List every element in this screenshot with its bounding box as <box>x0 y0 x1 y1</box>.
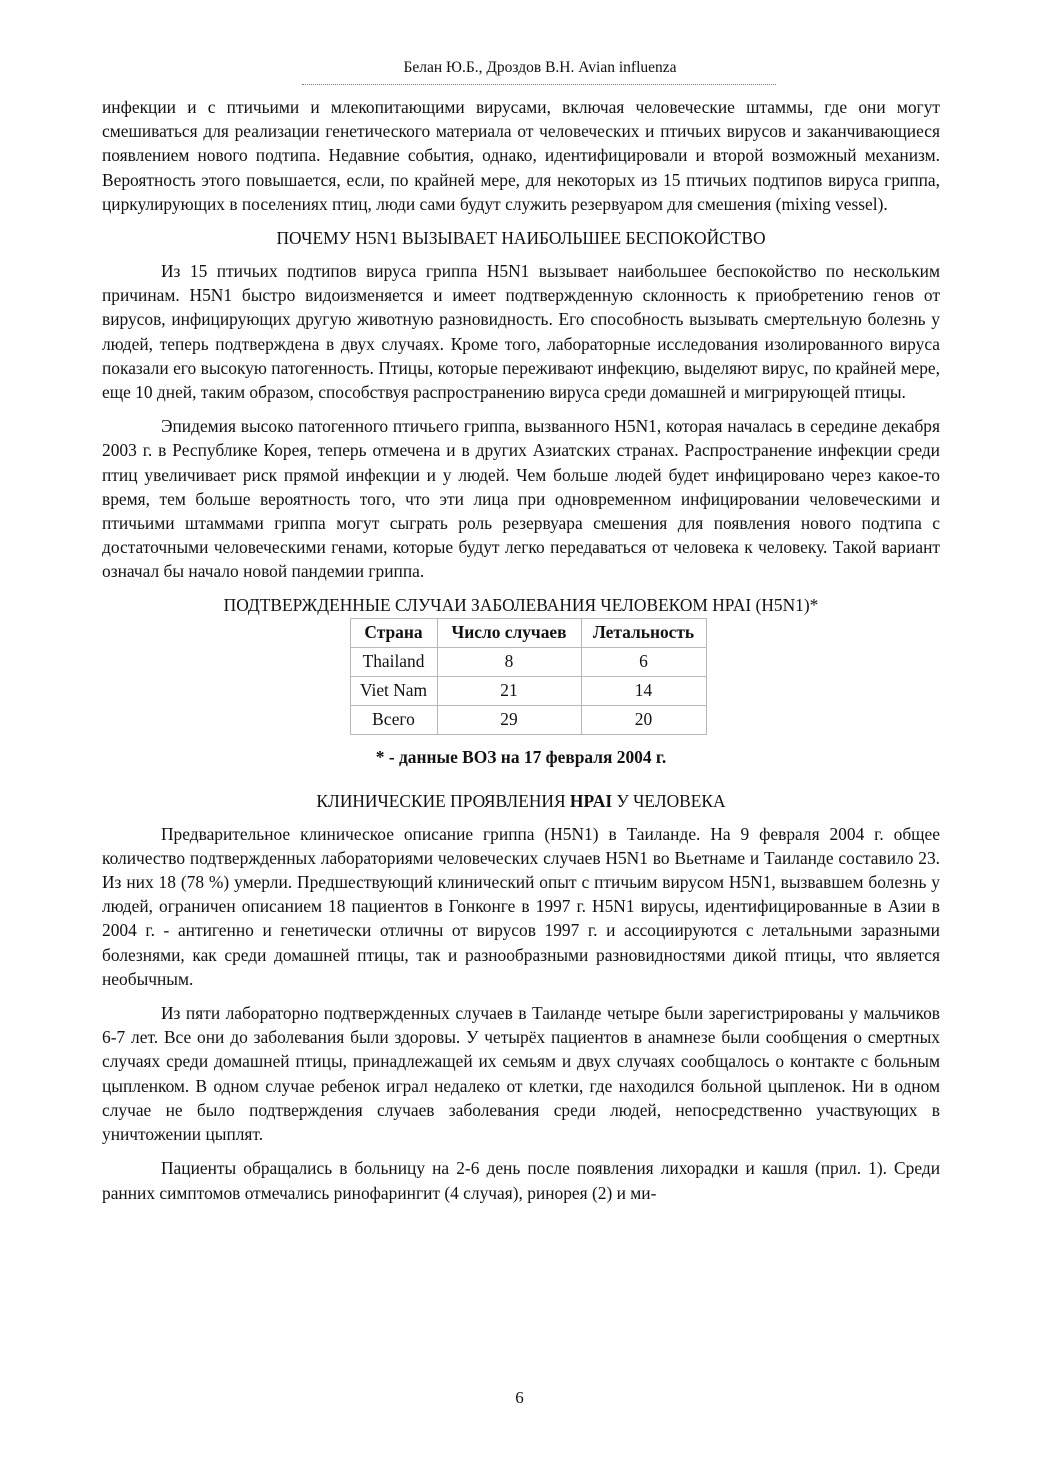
table-row <box>350 705 706 734</box>
paragraph-thailand-cases: Из пяти лабораторно подтвержденных случаев в Таиланде четыре были зарегистрированы у мальчиков 6-7 лет. Все они до заболевания были здоровы. У четырёх пациентов в анамнезе были сообщения о смертных случаях среди домашней птицы, принадлежащей их семьям и двух случаях сообщалось о контакте с больным цыпленком. В одном случае ребенок играл недалеко от клетки, где находился больной цыпленок. Ни в одном случае не было подтверждения случаев заболевания среди людей, непосредственно участвующих в уничтожении цыплят. <box>102 1003 940 1145</box>
table-cell: 8 <box>437 647 581 676</box>
cases-table-wrapper <box>116 618 940 735</box>
table-cell: 29 <box>437 705 581 734</box>
paragraph-epidemic: Эпидемия высоко патогенного птичьего гриппа, вызванного H5N1, которая началась в середине декабря 2003 г. в Республике Корея, теперь отмечена и в других Азиатских странах. Распространение инфекции среди птиц увеличивает риск прямой инфекции и у людей. Чем больше людей будет инфицировано через какое-то время, тем больше вероятность того, что эти лица при одновременном инфицировании человеческими и птичьими штаммами гриппа могут сыграть роль резервуара смешения для появления нового подтипа с достаточными человеческими генами, которые будут легко передаваться от человека к человеку. Такой вариант означал бы начало новой пандемии гриппа. <box>102 416 940 582</box>
table-cell: 21 <box>437 676 581 705</box>
table-footnote: * - данные ВОЗ на 17 февраля 2004 г. <box>375 746 667 767</box>
table-cell: Viet Nam <box>350 676 437 705</box>
page-number: 6 <box>515 1388 524 1407</box>
cases-table <box>350 618 707 735</box>
table-header-row <box>350 618 706 647</box>
heading-text: У ЧЕЛОВЕКА <box>612 790 726 811</box>
table-row <box>350 676 706 705</box>
paragraph-h5n1-reasons: Из 15 птичьих подтипов вируса гриппа H5N1 вызывает наибольшее беспокойство по нескольким причинам. H5N1 быстро видоизменяется и имеет подтвержденную склонность к приобретению генов от вирусов, инфицирующих другую животную разновидность. Его способность вызывать смертельную болезнь у людей, теперь подтверждена в двух случаях. Кроме того, лабораторные исследования изолированного вируса показали его высокую патогенность. Птицы, которые переживают инфекцию, выделяют вирус, по крайней мере, еще 10 дней, таким образом, способствуя распространению вируса среди домашней и мигрирующей птицы. <box>102 261 940 403</box>
heading-text: КЛИНИЧЕСКИЕ ПРОЯВЛЕНИЯ <box>316 790 570 811</box>
column-header: Страна <box>350 618 437 647</box>
table-cell: 6 <box>581 647 706 676</box>
column-header: Число случаев <box>437 618 581 647</box>
table-cell: 14 <box>581 676 706 705</box>
paragraph-symptoms: Пациенты обращались в больницу на 2-6 день после появления лихорадки и кашля (прил. 1). Среди ранних симптомов отмечались ринофарингит (4 случая), ринорея (2) и ми- <box>102 1158 940 1203</box>
table-cell: 20 <box>581 705 706 734</box>
document-page <box>102 58 940 1205</box>
column-header: Летальность <box>581 618 706 647</box>
table-cell: Всего <box>350 705 437 734</box>
heading-text-bold: HPAI <box>569 790 613 811</box>
section-heading-h5n1: ПОЧЕМУ H5N1 ВЫЗЫВАЕТ НАИБОЛЬШЕЕ БЕСПОКОЙСТВО <box>276 228 766 249</box>
paragraph-clinical-description: Предварительное клиническое описание гриппа (H5N1) в Таиланде. На 9 февраля 2004 г. общее количество подтвержденных лабораториями человеческих случаев H5N1 во Вьетнаме и Таиланде составило 23. Из них 18 (78 %) умерли. Предшествующий клинический опыт с птичьим вирусом H5N1, вызвавшем болезнь у людей, ограничен описанием 18 пациентов в Гонконге в 1997 г. H5N1 вирусы, идентифицированные в Азии в 2004 г. - антигенно и генетически отличны от вирусов 1997 г. и ассоциируются с летальными заразными болезнями, как среди домашней птицы, так и разнообразными разновидностями дикой птицы, что является необычным. <box>102 823 940 989</box>
section-heading-clinical <box>102 789 940 813</box>
table-caption: ПОДТВЕРЖДЕННЫЕ СЛУЧАИ ЗАБОЛЕВАНИЯ ЧЕЛОВЕКОМ HPAI (H5N1)* <box>223 594 819 615</box>
table-row <box>350 647 706 676</box>
paragraph-continuation: инфекции и с птичьими и млекопитающими вирусами, включая человеческие штаммы, где они могут смешиваться для реализации генетического материала от человеческих и птичьих вирусов и заканчивающиеся появлением нового подтипа. Недавние события, однако, идентифицировали и второй возможный механизм. Вероятность этого повышается, если, по крайней мере, для некоторых из 15 птичьих подтипов вируса гриппа, циркулирующих в поселениях птиц, люди сами будут служить резервуаром для смешения (mixing vessel). <box>102 97 940 214</box>
table-cell: Thailand <box>350 647 437 676</box>
running-header: Белан Ю.Б., Дроздов В.Н. Avian influenza <box>403 59 677 76</box>
